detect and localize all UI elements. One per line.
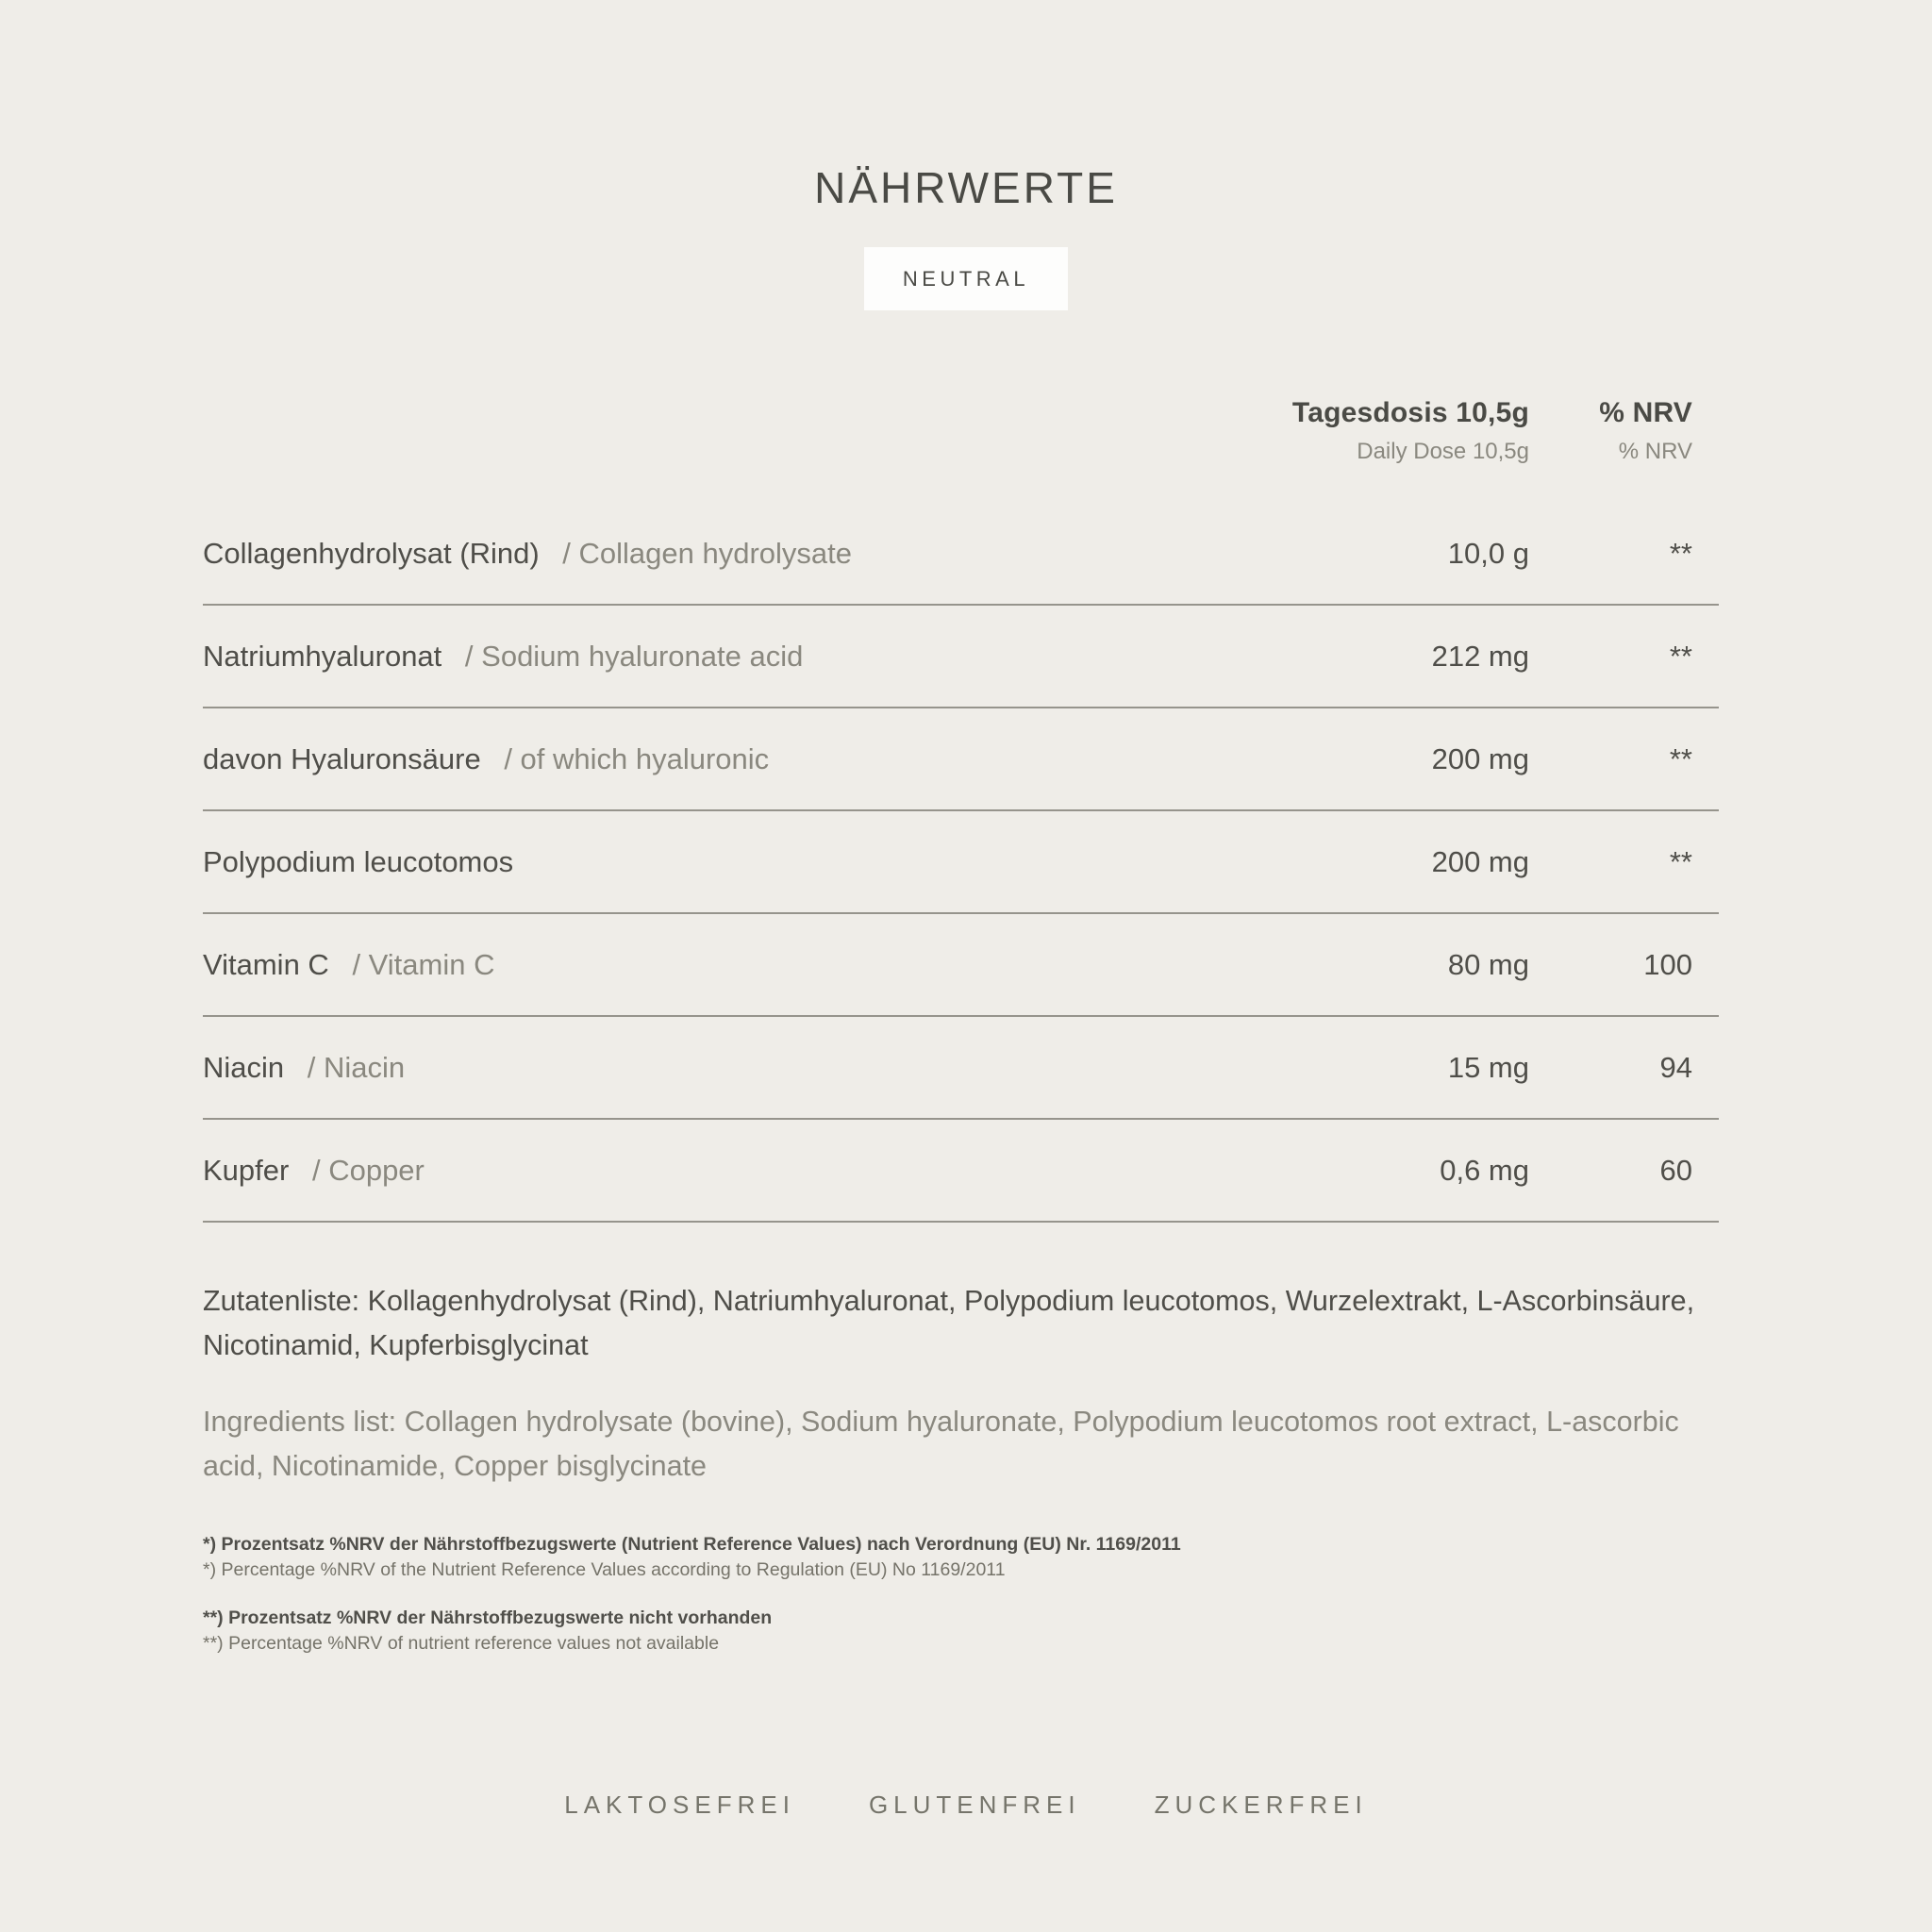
flavor-badge-container — [0, 247, 1932, 310]
nutrient-name-en: / Collagen hydrolysate — [562, 536, 853, 570]
table-row — [203, 1017, 1719, 1120]
dose-header-de: Tagesdosis 10,5g — [1291, 397, 1529, 428]
column-header-dose — [1292, 397, 1529, 465]
table-header — [203, 397, 1719, 465]
nutrient-name-en: / Copper — [311, 1153, 425, 1187]
table-row — [203, 503, 1719, 606]
claim-sugar-free: ZUCKERFREI — [1154, 1790, 1368, 1819]
nutrient-name — [203, 948, 1322, 982]
nutrient-name — [203, 1154, 1322, 1188]
nutrient-name-de: Polypodium leucotomos — [203, 844, 514, 878]
table-row — [203, 811, 1719, 914]
ingredients-list-en: Ingredients list: Collagen hydrolysate (bovine), Sodium hyaluronate, Polypodium leucotomos root extract, L-ascorbic acid, Nicotinamide, Copper bisglycinate — [203, 1406, 1679, 1482]
nutrient-name-en: / Vitamin C — [352, 947, 495, 981]
nutrient-name — [203, 1051, 1322, 1085]
table-row — [203, 708, 1719, 811]
nutrient-amount: 200 mg — [1431, 844, 1529, 878]
nutrient-name-de: davon Hyaluronsäure — [203, 741, 481, 775]
nutrient-amount: 0,6 mg — [1440, 1153, 1529, 1187]
nutrient-nrv: ** — [1669, 741, 1692, 775]
footnote-not-available-de: **) Prozentsatz %NRV der Nährstoffbezugswerte nicht vorhanden — [203, 1607, 773, 1628]
flavor-badge: NEUTRAL — [864, 247, 1068, 310]
nutrient-name-de: Collagenhydrolysat (Rind) — [203, 536, 540, 570]
nutrient-name-en: / of which hyaluronic — [504, 741, 770, 775]
footnote-nrv — [203, 1532, 1719, 1583]
dose-header-en: Daily Dose 10,5g — [1357, 439, 1529, 464]
nutrient-amount: 212 mg — [1431, 639, 1529, 673]
nutrient-name-de: Natriumhyaluronat — [203, 639, 442, 673]
footnote-nrv-en: *) Percentage %NRV of the Nutrient Reference Values according to Regulation (EU) No 1169/2011 — [203, 1559, 1006, 1580]
nutrient-nrv: ** — [1669, 844, 1692, 878]
table-row — [203, 914, 1719, 1017]
nutrient-amount: 15 mg — [1447, 1050, 1529, 1084]
nutrient-name — [203, 845, 1322, 879]
nutrient-name — [203, 640, 1322, 674]
nutrient-name — [203, 742, 1322, 776]
nutrient-name-de: Vitamin C — [203, 947, 329, 981]
nutrient-name-de: Niacin — [203, 1050, 285, 1084]
ingredients-list-de: Zutatenliste: Kollagenhydrolysat (Rind), Natriumhyaluronat, Polypodium leucotomos, Wurzelextrakt, L-Ascorbinsäure, Nicotinamid, Kupferbisglycinat — [203, 1285, 1695, 1361]
nutrient-nrv: 60 — [1659, 1153, 1692, 1187]
nutrient-amount: 200 mg — [1431, 741, 1529, 775]
footnote-not-available — [203, 1606, 1719, 1657]
nutrient-nrv: 100 — [1643, 947, 1692, 981]
nutrient-amount: 10,0 g — [1447, 536, 1529, 570]
nutrient-name-en: / Sodium hyaluronate acid — [464, 639, 804, 673]
footnotes — [203, 1532, 1719, 1657]
nrv-header-en: % NRV — [1618, 439, 1692, 464]
nutrient-name-en: / Niacin — [307, 1050, 406, 1084]
table-body — [203, 503, 1719, 1223]
nutrient-name-de: Kupfer — [203, 1153, 290, 1187]
footnote-nrv-de: *) Prozentsatz %NRV der Nährstoffbezugswerte (Nutrient Reference Values) nach Verordnung (EU) Nr. 1169/2011 — [203, 1534, 1181, 1555]
claim-gluten-free: GLUTENFREI — [868, 1790, 1081, 1819]
nutrition-table — [203, 397, 1719, 1657]
table-row — [203, 606, 1719, 708]
nutrient-nrv: 94 — [1659, 1050, 1692, 1084]
nrv-header-de: % NRV — [1599, 397, 1692, 428]
table-row — [203, 1120, 1719, 1223]
product-claims — [0, 1790, 1932, 1820]
page-title: NÄHRWERTE — [814, 163, 1118, 212]
nutrient-nrv: ** — [1669, 536, 1692, 570]
nutrient-amount: 80 mg — [1447, 947, 1529, 981]
footnote-not-available-en: **) Percentage %NRV of nutrient reference values not available — [203, 1633, 720, 1654]
column-header-nrv — [1529, 397, 1719, 465]
claim-lactose-free: LAKTOSEFREI — [564, 1790, 795, 1819]
nutrient-name — [203, 537, 1322, 571]
nutrient-nrv: ** — [1669, 639, 1692, 673]
